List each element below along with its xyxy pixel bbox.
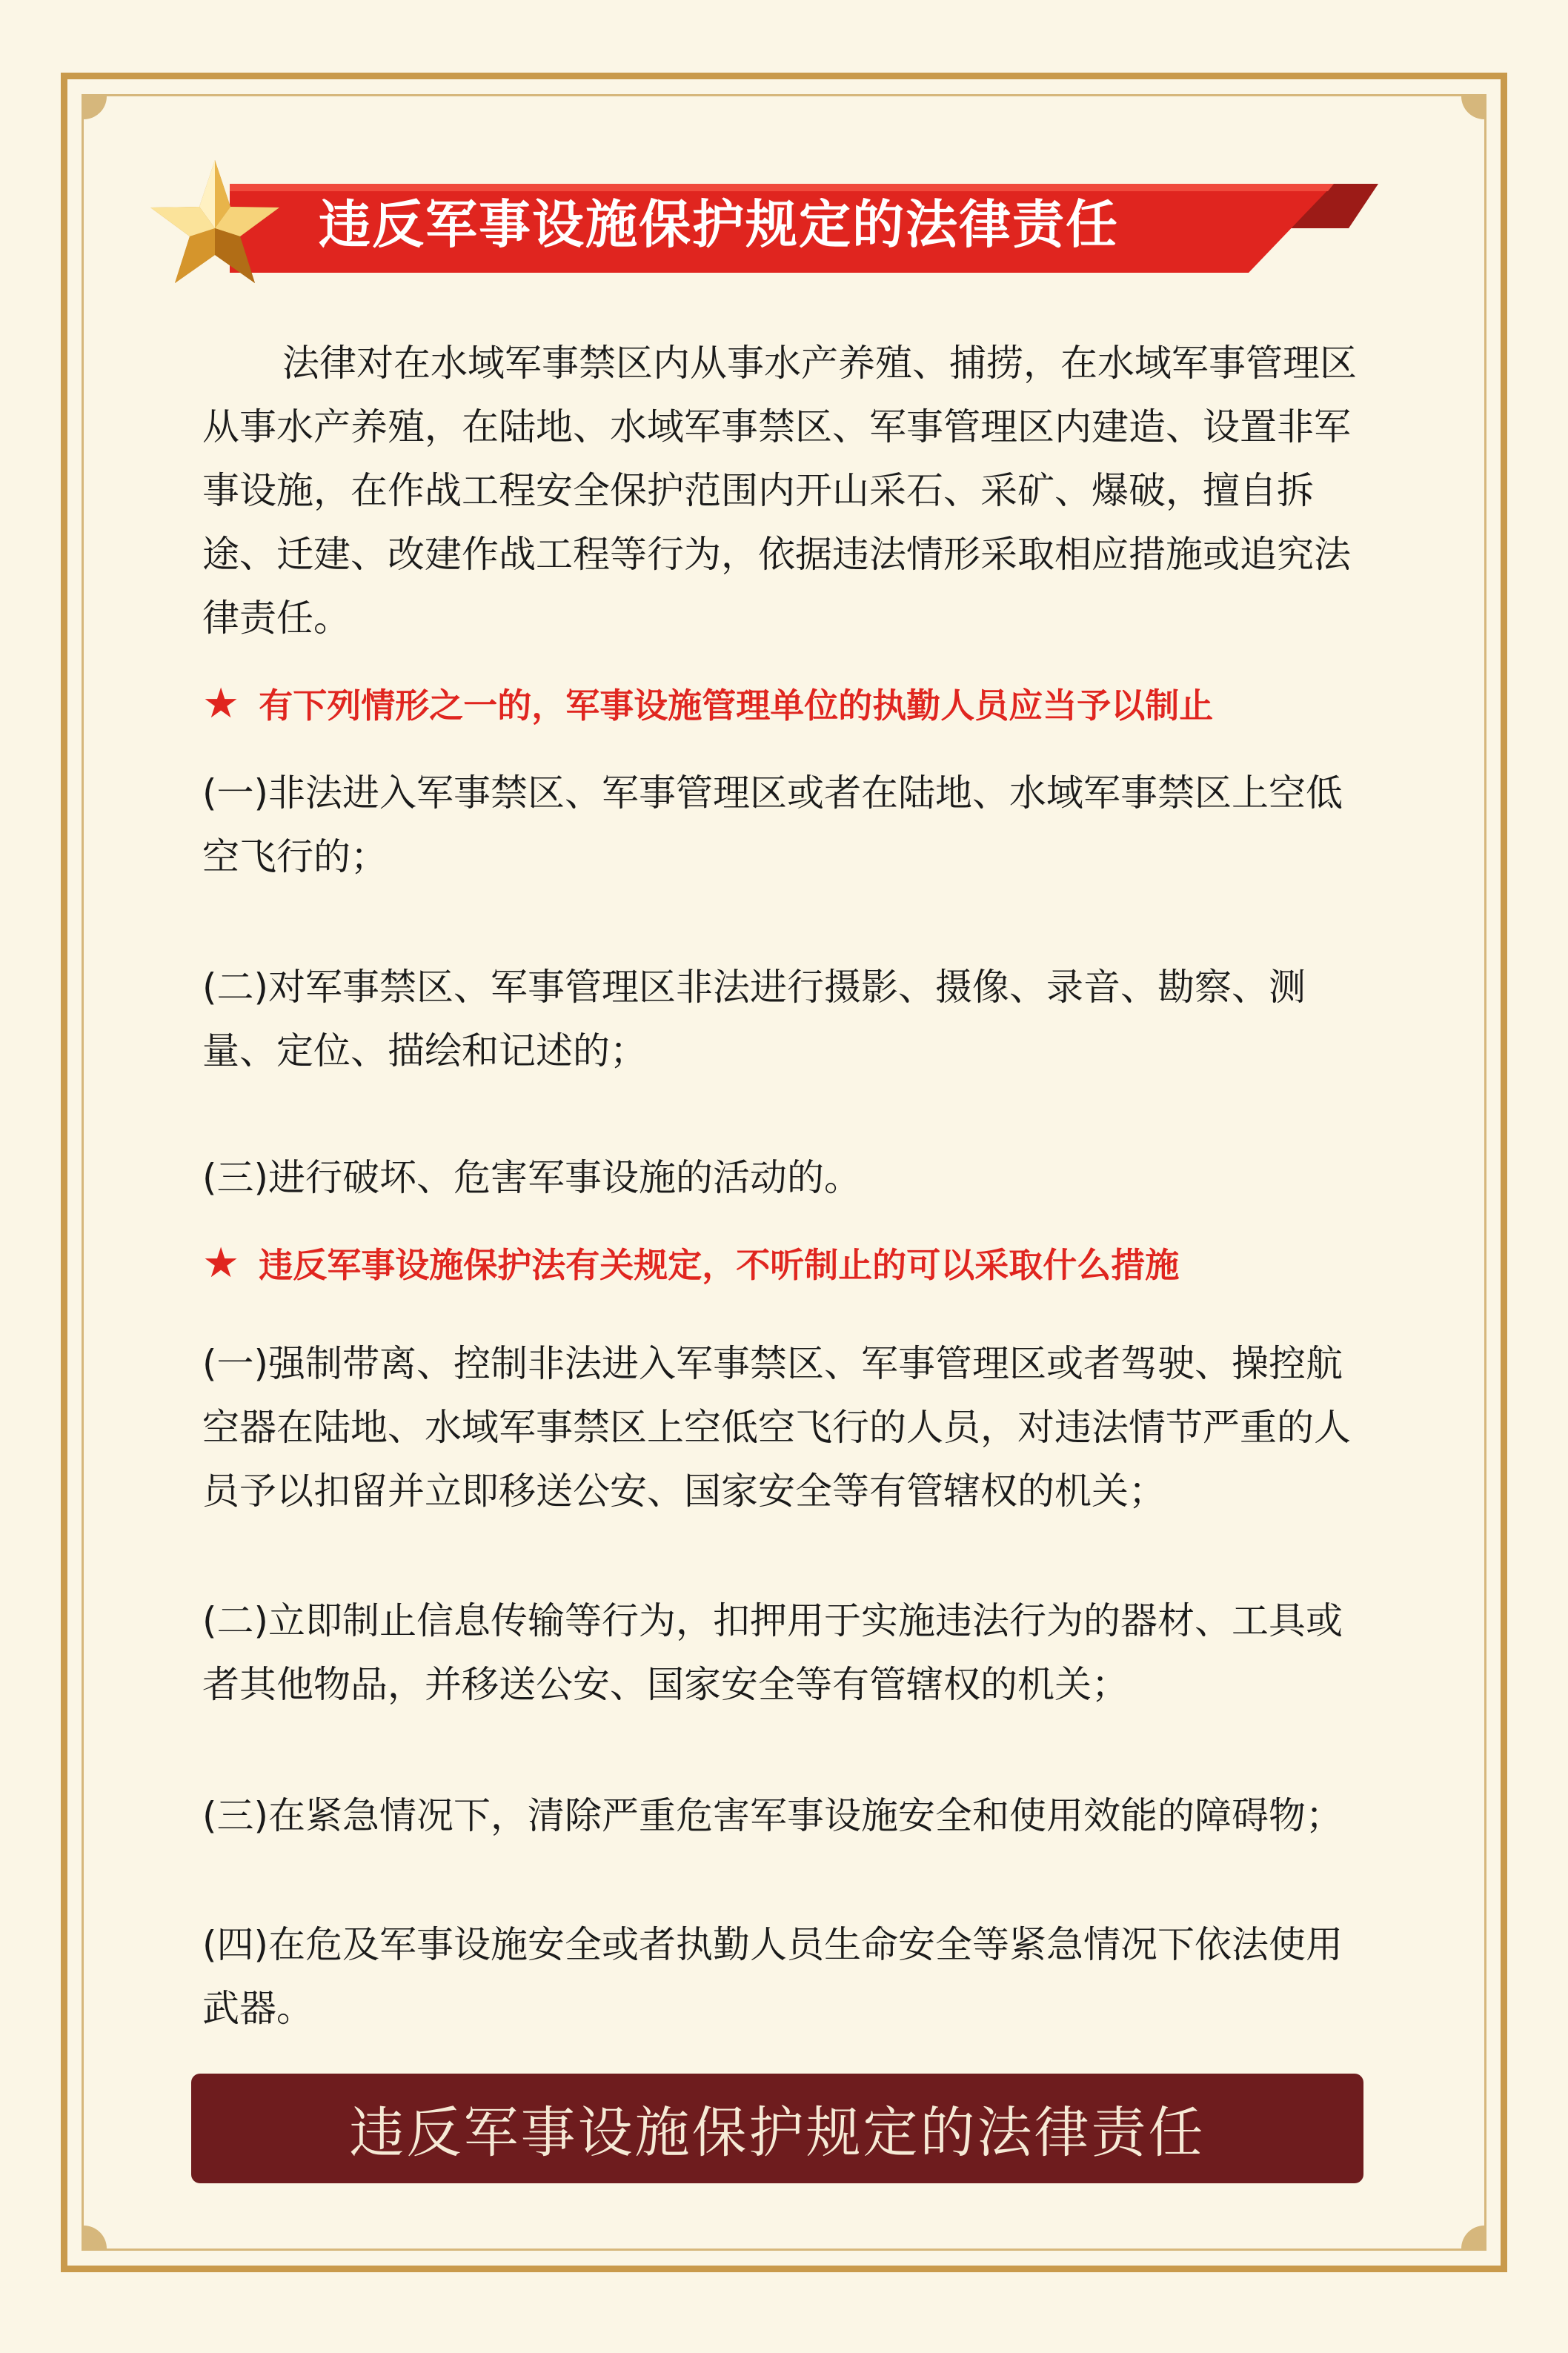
footer-bar — [191, 2074, 1363, 2183]
list-item: (四)在危及军事设施安全或者执勤人员生命安全等紧急情况下依法使用武器。 — [202, 1923, 1343, 2030]
list-item: (一)强制带离、控制非法进入军事禁区、军事管理区或者驾驶、操控航空器在陆地、水域军事禁区上空低空飞行的人员，对违法情节严重的人员予以扣留并立即移送公安、国家安全等有管辖权的机关； — [202, 1342, 1351, 1513]
section1-heading — [202, 682, 1388, 728]
corner-ornament-icon — [82, 2203, 129, 2251]
footer-title: 违反军事设施保护规定的法律责任 — [349, 2101, 1206, 2165]
list-item: (二)立即制止信息传输等行为，扣押用于实施违法行为的器材、工具或者其他物品，并移送公安、国家安全等有管辖权的机关； — [202, 1599, 1343, 1706]
gold-star-icon — [141, 156, 289, 296]
corner-ornament-icon — [82, 94, 129, 142]
corner-ornament-icon — [1439, 2203, 1486, 2251]
list-item: (二)对军事禁区、军事管理区非法进行摄影、摄像、录音、勘察、测量、定位、描绘和记述的； — [202, 966, 1306, 1072]
section1-heading-text: 有下列情形之一的，军事设施管理单位的执勤人员应当予以制止 — [259, 686, 1214, 726]
title-banner — [141, 156, 1386, 296]
section2-heading-text: 违反军事设施保护法有关规定，不听制止的可以采取什么措施 — [259, 1245, 1180, 1285]
list-item: (一)非法进入军事禁区、军事管理区或者在陆地、水域军事禁区上空低空飞行的； — [202, 771, 1343, 878]
list-item: (三)进行破坏、危害军事设施的活动的。 — [202, 1156, 862, 1199]
section2-heading — [202, 1241, 1388, 1287]
list-item: (三)在紧急情况下，清除严重危害军事设施安全和使用效能的障碍物； — [202, 1794, 1343, 1837]
red-star-icon: ★ — [202, 680, 240, 728]
corner-ornament-icon — [1439, 94, 1486, 142]
intro-paragraph: 法律对在水域军事禁区内从事水产养殖、捕捞，在水域军事管理区从事水产养殖，在陆地、水域军事禁区、军事管理区内建造、设置非军事设施，在作战工程安全保护范围内开山采石、采矿、爆破，擅自拆途、迁建、改建作战工程等行为，依据违法情形采取相应措施或追究法律责任。 — [202, 342, 1357, 640]
banner-title: 违反军事设施保护规定的法律责任 — [319, 194, 1119, 255]
red-star-icon: ★ — [202, 1239, 240, 1287]
